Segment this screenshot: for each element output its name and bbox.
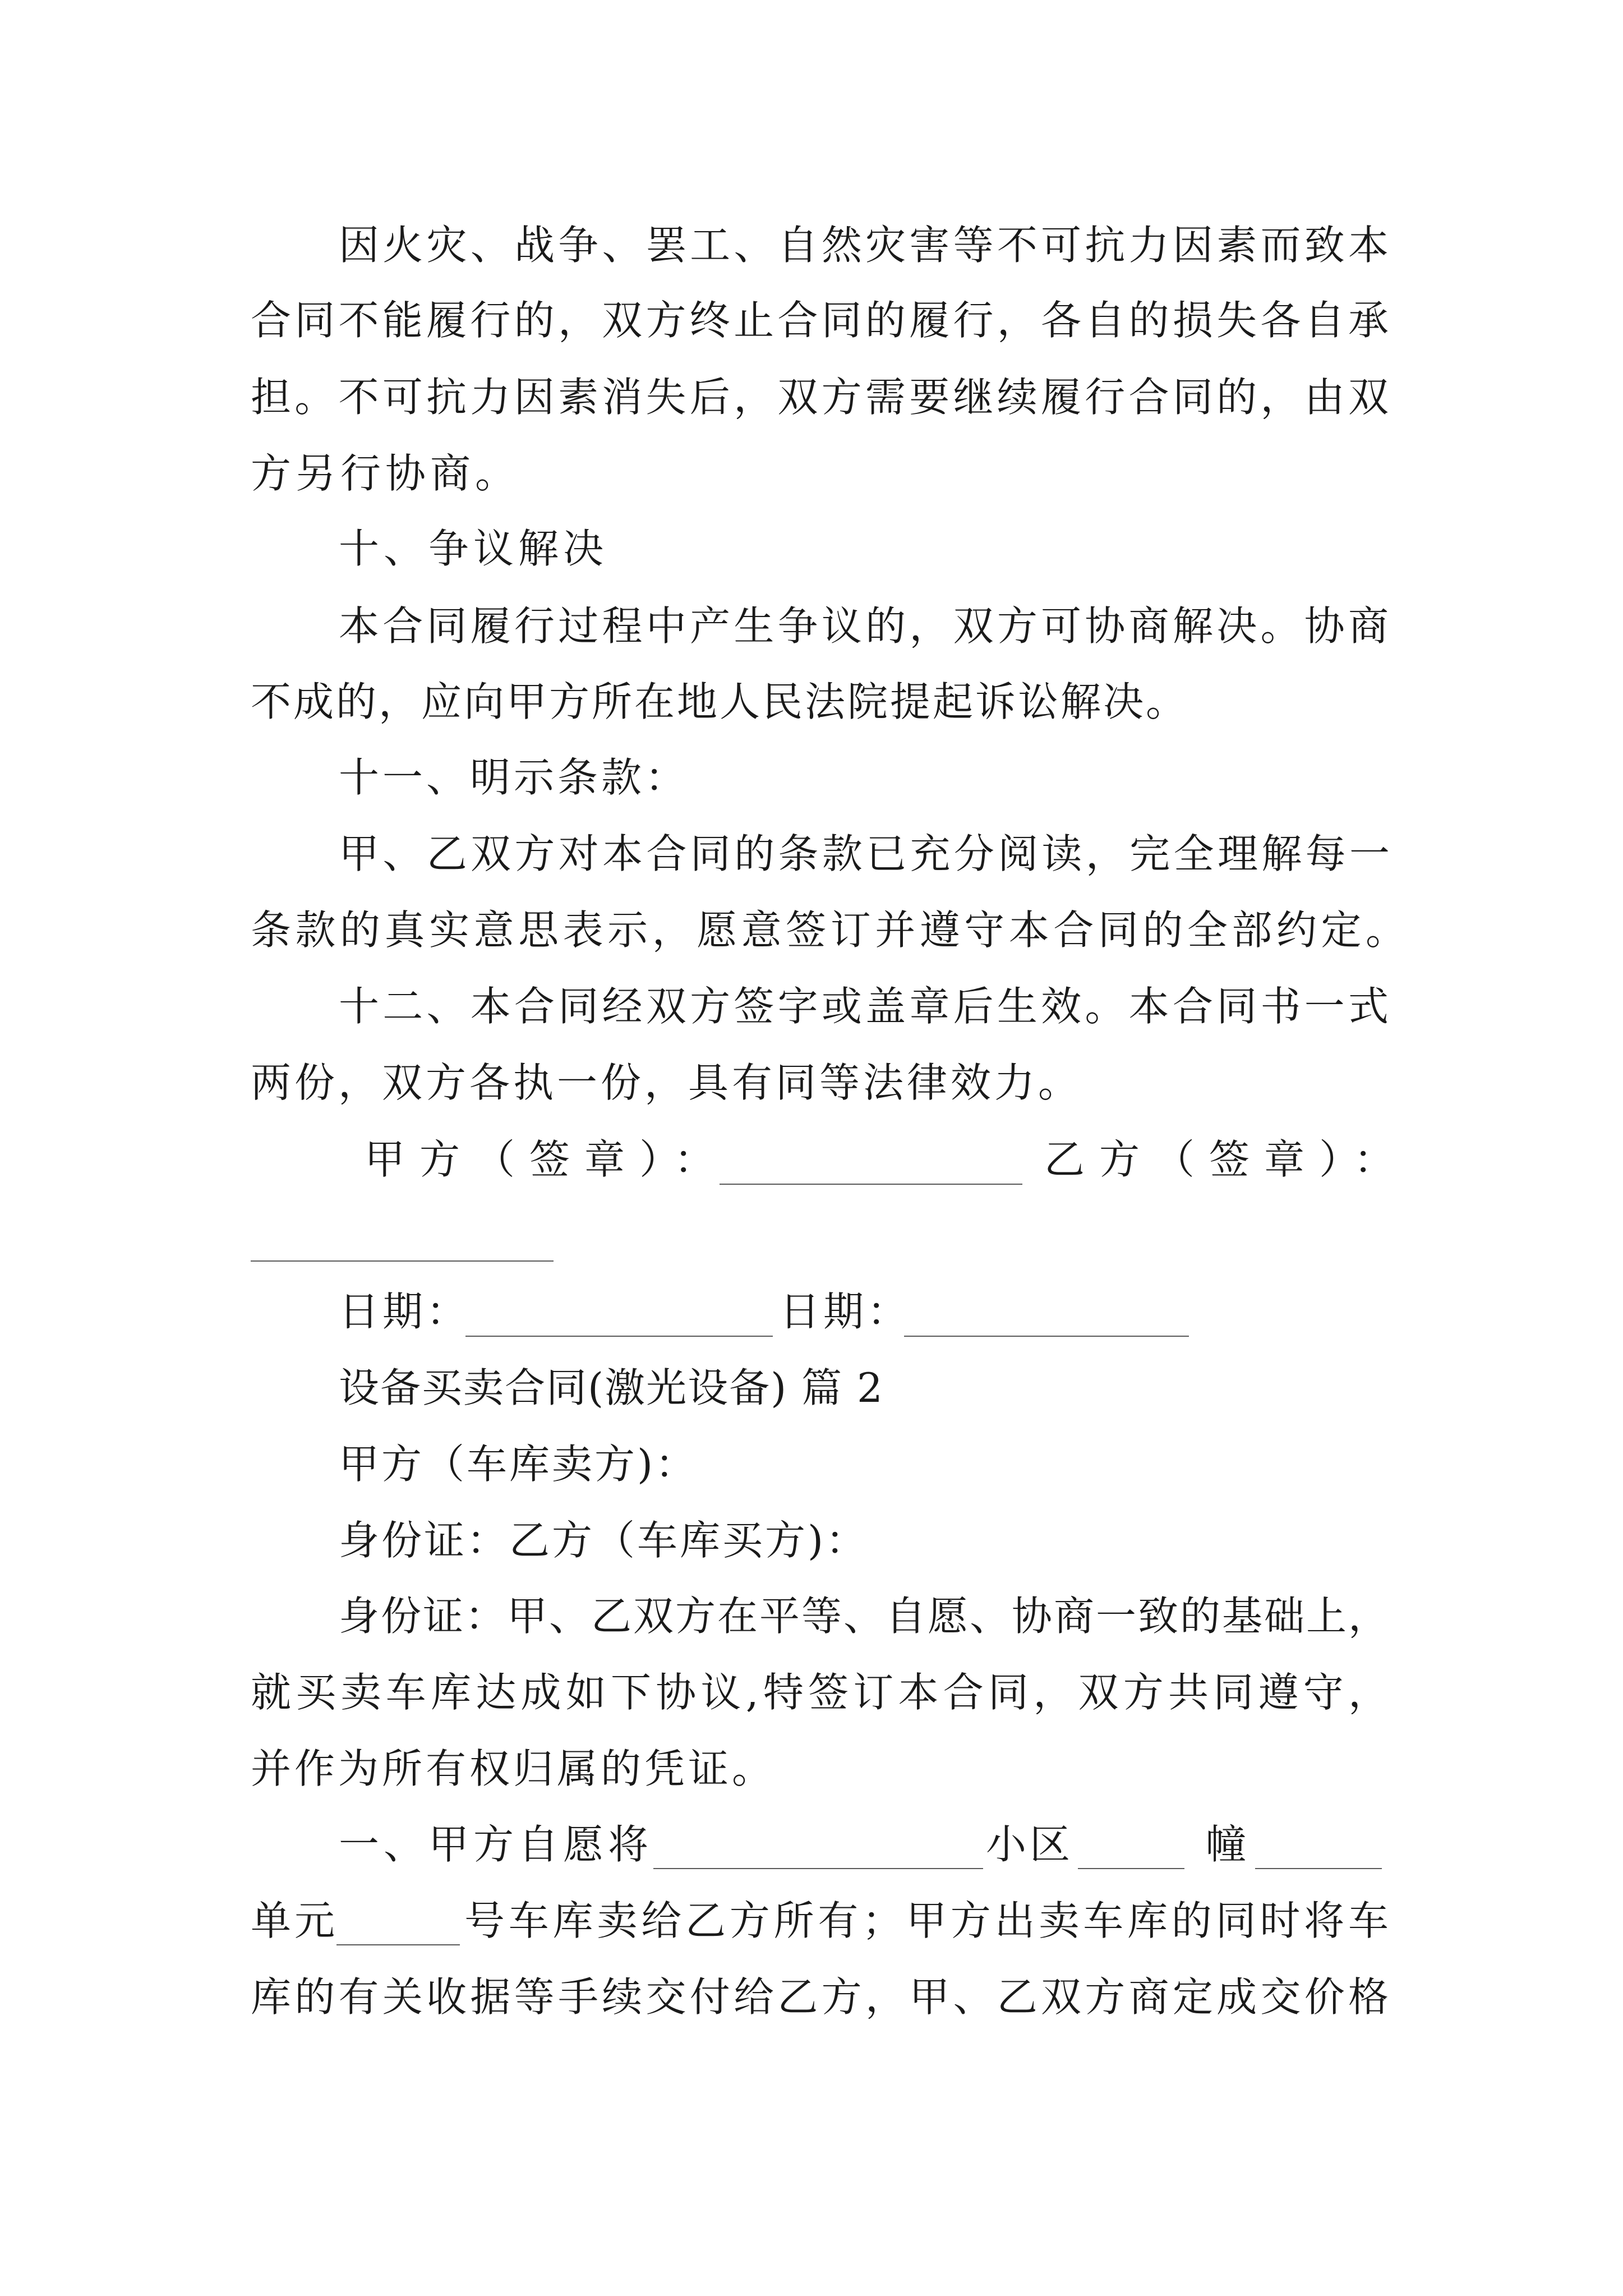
- unit-blank: [336, 1944, 460, 1945]
- party-a-signature-line: [720, 1184, 1022, 1185]
- clause1-line-2-rest: 号车库卖给乙方所有；甲方出卖车库的同时将车: [464, 1897, 1389, 1944]
- clause1-lead: 一、甲方自愿将: [339, 1821, 653, 1868]
- part2-title: 设备买卖合同(激光设备) 篇 2: [339, 1364, 884, 1411]
- force-majeure-line-4: 方另行协商。: [251, 450, 520, 497]
- date-b-label: 日期：: [780, 1288, 911, 1335]
- dispute-heading: 十、争议解决: [339, 525, 608, 572]
- community-number-blank: [1078, 1868, 1184, 1869]
- seller-label: 甲方（车库卖方)：: [339, 1441, 698, 1488]
- date-a-label: 日期：: [339, 1288, 471, 1335]
- id-buyer-label: 身份证：乙方（车库买方)：: [339, 1517, 869, 1564]
- clause1-line-3: 库的有关收据等手续交付给乙方，甲、乙双方商定成交价格: [251, 1973, 1389, 2021]
- explicit-terms-line-1: 甲、乙双方对本合同的条款已充分阅读，完全理解每一: [339, 830, 1390, 877]
- community-label: 小区: [986, 1821, 1074, 1868]
- effect-line-2: 两份，双方各执一份，具有同等法律效力。: [251, 1059, 1082, 1106]
- party-b-signature-label: 乙方（签章）：: [1044, 1136, 1409, 1183]
- intro-line-2: 就买卖车库达成如下协议,特签订本合同，双方共同遵守，: [251, 1669, 1389, 1716]
- force-majeure-line-2: 合同不能履行的，双方终止合同的履行，各自的损失各自承: [251, 297, 1389, 344]
- party-b-signature-line: [251, 1260, 554, 1262]
- community-blank: [653, 1868, 983, 1869]
- date-a-line: [465, 1336, 773, 1337]
- explicit-terms-heading: 十一、明示条款：: [339, 754, 689, 801]
- intro-line-3: 并作为所有权归属的凭证。: [251, 1745, 776, 1792]
- building-label: 幢: [1206, 1821, 1247, 1868]
- party-a-signature-label: 甲方（签章）：: [365, 1136, 730, 1183]
- effect-line-1: 十二、本合同经双方签字或盖章后生效。本合同书一式: [339, 983, 1389, 1030]
- date-b-line: [904, 1336, 1189, 1337]
- building-blank: [1255, 1868, 1382, 1869]
- explicit-terms-line-2: 条款的真实意思表示，愿意签订并遵守本合同的全部约定。: [251, 907, 1406, 954]
- force-majeure-line-1: 因火灾、战争、罢工、自然灾害等不可抗力因素而致本: [339, 222, 1389, 269]
- force-majeure-line-3: 担。不可抗力因素消失后，双方需要继续履行合同的，由双: [251, 374, 1389, 421]
- dispute-line-2: 不成的，应向甲方所在地人民法院提起诉讼解决。: [251, 678, 1189, 725]
- intro-line-1: 身份证：甲、乙双方在平等、自愿、协商一致的基础上，: [339, 1593, 1389, 1640]
- dispute-line-1: 本合同履行过程中产生争议的，双方可协商解决。协商: [339, 602, 1389, 650]
- unit-label: 单元: [251, 1897, 339, 1944]
